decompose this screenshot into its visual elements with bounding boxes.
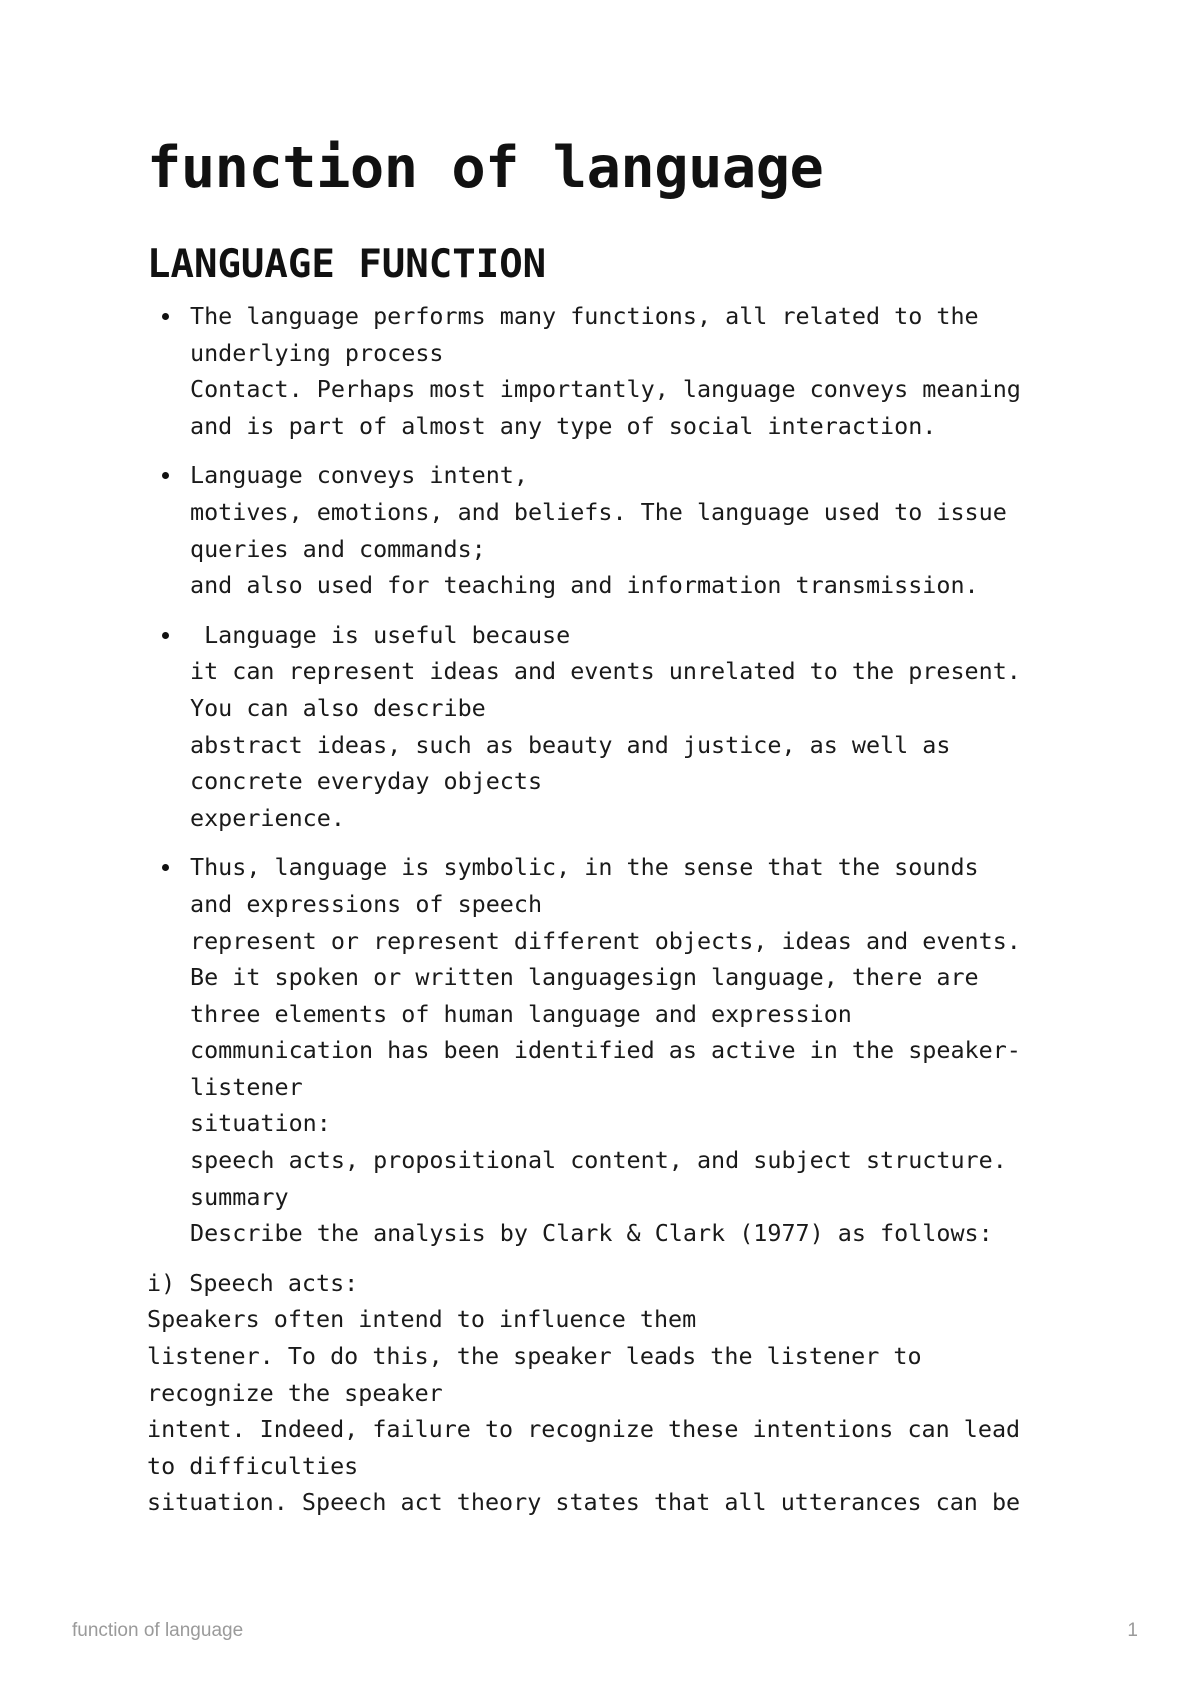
- text-line: summary: [190, 1182, 289, 1211]
- text-line: Describe the analysis by Clark & Clark (1977) as follows:: [190, 1219, 993, 1248]
- text-line: and is part of almost any type of social interaction.: [190, 411, 937, 440]
- list-item: [147, 298, 1067, 444]
- text-line: Language is useful because: [190, 620, 571, 649]
- list-item: [147, 617, 1067, 837]
- text-line: Speakers often intend to influence them: [147, 1305, 697, 1334]
- text-line: it can represent ideas and events unrelated to the present.: [190, 657, 1021, 686]
- text-line: i) Speech acts:: [147, 1268, 359, 1297]
- text-line: You can also describe: [190, 693, 486, 722]
- text-line: motives, emotions, and beliefs. The language used to issue: [190, 497, 1007, 526]
- page-number: 1: [1127, 1620, 1138, 1641]
- page-title: function of language: [147, 135, 824, 201]
- text-line: Thus, language is symbolic, in the sense that the sounds: [190, 853, 979, 882]
- text-line: abstract ideas, such as beauty and justice, as well as: [190, 730, 951, 759]
- text-line: Language conveys intent,: [190, 461, 528, 490]
- text-line: and also used for teaching and information transmission.: [190, 571, 979, 600]
- bullet-list: [147, 298, 1067, 1252]
- text-line: The language performs many functions, all related to the: [190, 302, 979, 330]
- text-line: and expressions of speech: [190, 889, 543, 918]
- text-line: listener: [190, 1072, 303, 1101]
- text-line: intent. Indeed, failure to recognize these intentions can lead: [147, 1415, 1021, 1444]
- text-line: Contact. Perhaps most importantly, language conveys meaning: [190, 375, 1021, 404]
- text-line: underlying process: [190, 338, 444, 367]
- bullet-icon: [162, 313, 169, 320]
- text-line: communication has been identified as active in the speaker-: [190, 1036, 1021, 1065]
- list-item: [147, 849, 1067, 1252]
- text-line: queries and commands;: [190, 534, 486, 563]
- bullet-icon: [162, 632, 169, 639]
- bullet-icon: [162, 864, 169, 871]
- text-line: experience.: [190, 803, 345, 832]
- document-content: [147, 130, 1067, 1521]
- body-paragraph: [147, 1265, 1067, 1521]
- bullet-icon: [162, 472, 169, 479]
- text-line: listener. To do this, the speaker leads the listener to: [147, 1342, 922, 1371]
- text-line: three elements of human language and expression: [190, 999, 852, 1028]
- list-item: [147, 457, 1067, 603]
- text-line: recognize the speaker: [147, 1378, 443, 1407]
- text-line: concrete everyday objects: [190, 767, 543, 796]
- text-line: Be it spoken or written languagesign language, there are: [190, 963, 979, 992]
- footer-title: function of language: [72, 1620, 244, 1641]
- text-line: situation. Speech act theory states that all utterances can be: [147, 1488, 1021, 1517]
- text-line: to difficulties: [147, 1451, 359, 1480]
- text-line: situation:: [190, 1109, 331, 1138]
- text-line: represent or represent different objects, ideas and events.: [190, 926, 1021, 955]
- section-heading: LANGUAGE FUNCTION: [147, 242, 547, 287]
- text-line: speech acts, propositional content, and subject structure.: [190, 1146, 1007, 1175]
